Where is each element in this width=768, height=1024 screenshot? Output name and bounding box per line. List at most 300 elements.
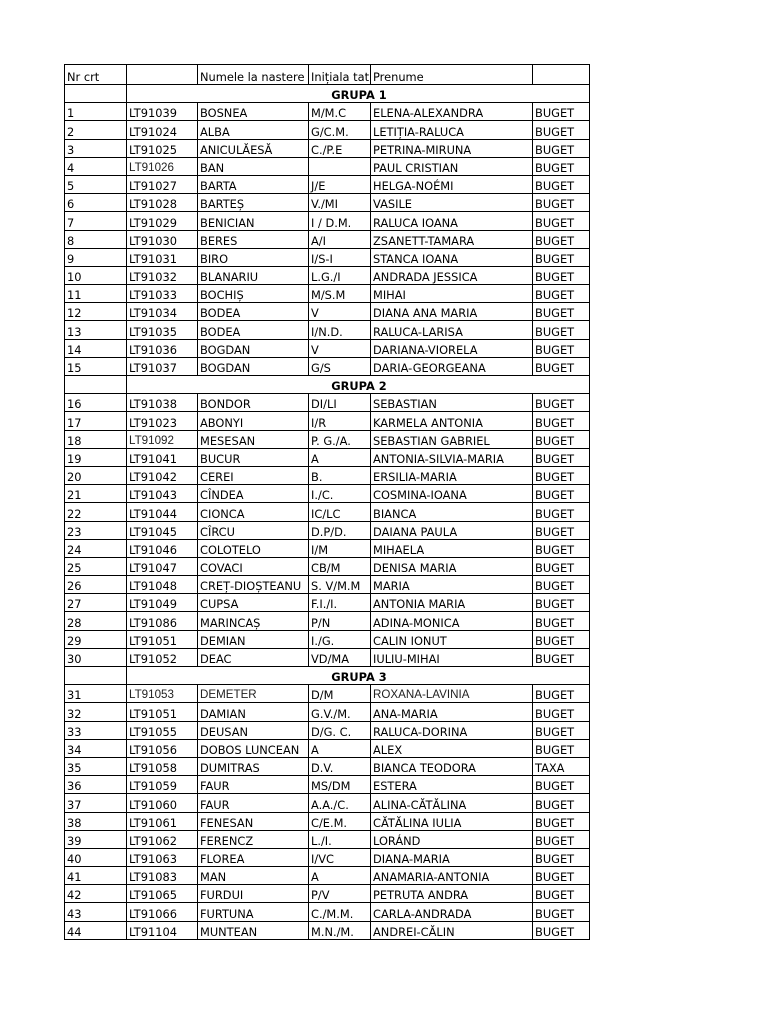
cell-initial: DI/LI: [309, 394, 371, 412]
group-blank-cell: [65, 85, 127, 103]
cell-surname: FAUR: [198, 776, 309, 794]
cell-surname: BLANARIU: [198, 266, 309, 284]
cell-surname: BODEA: [198, 303, 309, 321]
cell-status: BUGET: [533, 648, 590, 666]
cell-surname: BOGDAN: [198, 357, 309, 375]
table-row: [65, 230, 590, 248]
cell-initial: J/E: [309, 175, 371, 193]
cell-surname: CÎNDEA: [198, 485, 309, 503]
cell-first-name: RALUCA-DORINA: [371, 721, 533, 739]
cell-status: BUGET: [533, 103, 590, 121]
cell-nr: 26: [65, 576, 127, 594]
cell-surname: FLOREA: [198, 848, 309, 866]
cell-initial: V: [309, 339, 371, 357]
cell-surname: FURTUNA: [198, 903, 309, 921]
cell-code: LT91066: [127, 903, 198, 921]
cell-surname: FENESAN: [198, 812, 309, 830]
cell-surname: COVACI: [198, 557, 309, 575]
cell-code: LT91046: [127, 539, 198, 557]
cell-initial: I/M: [309, 539, 371, 557]
cell-first-name: LORÁND: [371, 830, 533, 848]
cell-status: BUGET: [533, 885, 590, 903]
cell-status: BUGET: [533, 812, 590, 830]
cell-code: LT91045: [127, 521, 198, 539]
table-row: [65, 157, 590, 175]
cell-surname: CIONCA: [198, 503, 309, 521]
cell-surname: ALBA: [198, 121, 309, 139]
cell-surname: BONDOR: [198, 394, 309, 412]
cell-nr: 9: [65, 248, 127, 266]
cell-code: LT91058: [127, 757, 198, 775]
cell-first-name: VASILE: [371, 194, 533, 212]
cell-surname: BARTA: [198, 175, 309, 193]
cell-initial: P/N: [309, 612, 371, 630]
cell-first-name: PAUL CRISTIAN: [371, 157, 533, 175]
cell-first-name: SEBASTIAN GABRIEL: [371, 430, 533, 448]
cell-code: LT91052: [127, 648, 198, 666]
cell-status: BUGET: [533, 248, 590, 266]
table-row: [65, 503, 590, 521]
cell-initial: A: [309, 448, 371, 466]
cell-status: BUGET: [533, 739, 590, 757]
table-row: [65, 539, 590, 557]
cell-status: BUGET: [533, 794, 590, 812]
table-row: [65, 212, 590, 230]
cell-nr: 35: [65, 757, 127, 775]
cell-first-name: RALUCA-LARISA: [371, 321, 533, 339]
cell-code: LT91051: [127, 703, 198, 721]
cell-first-name: PETRUTA ANDRA: [371, 885, 533, 903]
cell-surname: FURDUI: [198, 885, 309, 903]
table-row: [65, 175, 590, 193]
cell-initial: D.V.: [309, 757, 371, 775]
cell-initial: M/S.M: [309, 285, 371, 303]
cell-surname: BERES: [198, 230, 309, 248]
cell-code: LT91055: [127, 721, 198, 739]
cell-nr: 28: [65, 612, 127, 630]
cell-surname: BOGDAN: [198, 339, 309, 357]
cell-initial: CB/M: [309, 557, 371, 575]
table-row: [65, 121, 590, 139]
cell-code: LT91049: [127, 594, 198, 612]
header-surname: Numele la nastere: [198, 65, 309, 85]
cell-code: LT91059: [127, 776, 198, 794]
header-first-name: Prenume: [371, 65, 533, 85]
cell-code: LT91034: [127, 303, 198, 321]
cell-surname: FERENCZ: [198, 830, 309, 848]
cell-first-name: MARIA: [371, 576, 533, 594]
cell-nr: 4: [65, 157, 127, 175]
table-row: [65, 266, 590, 284]
cell-first-name: BIANCA TEODORA: [371, 757, 533, 775]
cell-first-name: DIANA ANA MARIA: [371, 303, 533, 321]
cell-nr: 37: [65, 794, 127, 812]
cell-surname: DOBOS LUNCEAN: [198, 739, 309, 757]
table-row: [65, 739, 590, 757]
cell-initial: L.G./I: [309, 266, 371, 284]
cell-first-name: DAIANA PAULA: [371, 521, 533, 539]
cell-code: LT91104: [127, 921, 198, 939]
table-row: [65, 285, 590, 303]
cell-code: LT91037: [127, 357, 198, 375]
cell-initial: [309, 157, 371, 175]
cell-initial: A: [309, 739, 371, 757]
cell-status: BUGET: [533, 466, 590, 484]
cell-nr: 29: [65, 630, 127, 648]
cell-code: LT91043: [127, 485, 198, 503]
cell-code: LT91061: [127, 812, 198, 830]
cell-initial: VD/MA: [309, 648, 371, 666]
cell-initial: M.N./M.: [309, 921, 371, 939]
cell-nr: 5: [65, 175, 127, 193]
table-row: [65, 903, 590, 921]
cell-surname: CREȚ-DIOȘTEANU: [198, 576, 309, 594]
cell-status: BUGET: [533, 685, 590, 703]
cell-code: LT91048: [127, 576, 198, 594]
cell-code: LT91023: [127, 412, 198, 430]
table-row: [65, 703, 590, 721]
cell-first-name: ADINA-MONICA: [371, 612, 533, 630]
cell-initial: IC/LC: [309, 503, 371, 521]
cell-initial: I/N.D.: [309, 321, 371, 339]
cell-status: BUGET: [533, 703, 590, 721]
cell-status: BUGET: [533, 194, 590, 212]
table-row: [65, 867, 590, 885]
cell-status: BUGET: [533, 848, 590, 866]
cell-surname: COLOTELO: [198, 539, 309, 557]
cell-initial: G/C.M.: [309, 121, 371, 139]
table-row: [65, 412, 590, 430]
cell-initial: I/VC: [309, 848, 371, 866]
cell-status: BUGET: [533, 212, 590, 230]
cell-surname: FAUR: [198, 794, 309, 812]
table-row: [65, 139, 590, 157]
cell-status: BUGET: [533, 830, 590, 848]
cell-surname: CUPSA: [198, 594, 309, 612]
cell-surname: MARINCAȘ: [198, 612, 309, 630]
cell-code: LT91044: [127, 503, 198, 521]
cell-code: LT91025: [127, 139, 198, 157]
table-row: [65, 448, 590, 466]
table-row: [65, 612, 590, 630]
cell-nr: 14: [65, 339, 127, 357]
cell-first-name: ANA-MARIA: [371, 703, 533, 721]
cell-surname: DEAC: [198, 648, 309, 666]
cell-initial: I/R: [309, 412, 371, 430]
cell-nr: 39: [65, 830, 127, 848]
cell-nr: 16: [65, 394, 127, 412]
cell-nr: 43: [65, 903, 127, 921]
cell-nr: 24: [65, 539, 127, 557]
cell-status: BUGET: [533, 139, 590, 157]
cell-first-name: CĂTĂLINA IULIA: [371, 812, 533, 830]
header-nr-crt: Nr crt: [65, 65, 127, 85]
cell-first-name: LETIȚIA-RALUCA: [371, 121, 533, 139]
table-row: [65, 885, 590, 903]
cell-initial: I./C.: [309, 485, 371, 503]
cell-code: LT91063: [127, 848, 198, 866]
cell-surname: BOSNEA: [198, 103, 309, 121]
cell-nr: 25: [65, 557, 127, 575]
table-row: [65, 576, 590, 594]
cell-nr: 12: [65, 303, 127, 321]
table-row: [65, 103, 590, 121]
cell-first-name: IULIU-MIHAI: [371, 648, 533, 666]
cell-status: BUGET: [533, 721, 590, 739]
table-row: [65, 721, 590, 739]
cell-status: BUGET: [533, 867, 590, 885]
cell-nr: 13: [65, 321, 127, 339]
cell-nr: 20: [65, 466, 127, 484]
cell-code: LT91024: [127, 121, 198, 139]
cell-status: BUGET: [533, 594, 590, 612]
cell-initial: D/G. C.: [309, 721, 371, 739]
cell-nr: 33: [65, 721, 127, 739]
cell-nr: 1: [65, 103, 127, 121]
cell-first-name: RALUCA IOANA: [371, 212, 533, 230]
cell-initial: A: [309, 867, 371, 885]
cell-surname: BODEA: [198, 321, 309, 339]
cell-surname: MAN: [198, 867, 309, 885]
table-row: [65, 812, 590, 830]
cell-nr: 27: [65, 594, 127, 612]
cell-first-name: ANTONIA-SILVIA-MARIA: [371, 448, 533, 466]
header-code: [127, 65, 198, 85]
cell-initial: MS/DM: [309, 776, 371, 794]
table-row: [65, 521, 590, 539]
table-row: [65, 921, 590, 939]
cell-surname: BOCHIȘ: [198, 285, 309, 303]
table-row: [65, 848, 590, 866]
cell-surname: ABONYI: [198, 412, 309, 430]
cell-code: LT91047: [127, 557, 198, 575]
cell-code: LT91065: [127, 885, 198, 903]
cell-nr: 6: [65, 194, 127, 212]
student-table: [64, 64, 590, 940]
cell-code: LT91035: [127, 321, 198, 339]
cell-surname: DEUSAN: [198, 721, 309, 739]
cell-status: BUGET: [533, 303, 590, 321]
cell-surname: MESESAN: [198, 430, 309, 448]
cell-code: LT91031: [127, 248, 198, 266]
cell-first-name: ERSILIA-MARIA: [371, 466, 533, 484]
table-row: [65, 794, 590, 812]
cell-initial: F.I./I.: [309, 594, 371, 612]
cell-first-name: ZSANETT-TAMARA: [371, 230, 533, 248]
cell-status: BUGET: [533, 903, 590, 921]
cell-nr: 2: [65, 121, 127, 139]
cell-nr: 44: [65, 921, 127, 939]
cell-initial: M/M.C: [309, 103, 371, 121]
group-label: GRUPA 3: [127, 667, 590, 685]
cell-code: LT91041: [127, 448, 198, 466]
cell-status: BUGET: [533, 557, 590, 575]
cell-status: BUGET: [533, 412, 590, 430]
table-row: [65, 339, 590, 357]
cell-initial: G/S: [309, 357, 371, 375]
table-row: [65, 776, 590, 794]
cell-code: LT91083: [127, 867, 198, 885]
cell-nr: 23: [65, 521, 127, 539]
cell-status: BUGET: [533, 285, 590, 303]
cell-first-name: SEBASTIAN: [371, 394, 533, 412]
cell-first-name: ESTERA: [371, 776, 533, 794]
cell-status: BUGET: [533, 576, 590, 594]
cell-code: LT91060: [127, 794, 198, 812]
cell-surname: ANICULĂESĂ: [198, 139, 309, 157]
cell-nr: 31: [65, 685, 127, 703]
cell-first-name: ROXANA-LAVINIA: [371, 685, 533, 703]
cell-nr: 32: [65, 703, 127, 721]
cell-nr: 15: [65, 357, 127, 375]
cell-code: LT91051: [127, 630, 198, 648]
cell-first-name: ALEX: [371, 739, 533, 757]
cell-first-name: COSMINA-IOANA: [371, 485, 533, 503]
cell-code: LT91027: [127, 175, 198, 193]
cell-surname: DEMIAN: [198, 630, 309, 648]
cell-status: BUGET: [533, 157, 590, 175]
cell-code: LT91042: [127, 466, 198, 484]
table-body: [65, 85, 590, 940]
cell-nr: 19: [65, 448, 127, 466]
cell-surname: CEREI: [198, 466, 309, 484]
cell-initial: C/E.M.: [309, 812, 371, 830]
table-row: [65, 357, 590, 375]
cell-nr: 7: [65, 212, 127, 230]
cell-nr: 30: [65, 648, 127, 666]
table-row: [65, 594, 590, 612]
cell-code: LT91092: [127, 430, 198, 448]
header-initial: Inițiala tat: [309, 65, 371, 85]
cell-status: BUGET: [533, 776, 590, 794]
student-list-sheet: [64, 64, 590, 940]
cell-status: BUGET: [533, 321, 590, 339]
cell-status: BUGET: [533, 266, 590, 284]
cell-surname: MUNTEAN: [198, 921, 309, 939]
cell-surname: DUMITRAS: [198, 757, 309, 775]
cell-first-name: MIHAI: [371, 285, 533, 303]
cell-status: BUGET: [533, 921, 590, 939]
table-row: [65, 485, 590, 503]
cell-surname: BARTEȘ: [198, 194, 309, 212]
cell-first-name: ALINA-CĂTĂLINA: [371, 794, 533, 812]
cell-code: LT91026: [127, 157, 198, 175]
group-row: [65, 667, 590, 685]
cell-initial: L./I.: [309, 830, 371, 848]
cell-nr: 22: [65, 503, 127, 521]
cell-first-name: HELGA-NOÉMI: [371, 175, 533, 193]
table-row: [65, 830, 590, 848]
table-row: [65, 303, 590, 321]
table-row: [65, 757, 590, 775]
cell-first-name: ANDREI-CĂLIN: [371, 921, 533, 939]
cell-initial: I./G.: [309, 630, 371, 648]
table-row: [65, 321, 590, 339]
cell-first-name: ANAMARIA-ANTONIA: [371, 867, 533, 885]
cell-code: LT91056: [127, 739, 198, 757]
cell-initial: D/M: [309, 685, 371, 703]
cell-nr: 10: [65, 266, 127, 284]
table-row: [65, 685, 590, 703]
table-row: [65, 394, 590, 412]
cell-status: BUGET: [533, 503, 590, 521]
cell-nr: 38: [65, 812, 127, 830]
cell-initial: P. G./A.: [309, 430, 371, 448]
cell-initial: I / D.M.: [309, 212, 371, 230]
cell-status: BUGET: [533, 230, 590, 248]
cell-surname: DEMETER: [198, 685, 309, 703]
cell-first-name: CARLA-ANDRADA: [371, 903, 533, 921]
cell-first-name: PETRINA-MIRUNA: [371, 139, 533, 157]
cell-code: LT91029: [127, 212, 198, 230]
cell-first-name: ANTONIA MARIA: [371, 594, 533, 612]
cell-initial: V./MI: [309, 194, 371, 212]
cell-status: BUGET: [533, 448, 590, 466]
cell-status: BUGET: [533, 612, 590, 630]
cell-status: BUGET: [533, 394, 590, 412]
cell-code: LT91086: [127, 612, 198, 630]
cell-code: LT91033: [127, 285, 198, 303]
cell-first-name: BIANCA: [371, 503, 533, 521]
cell-initial: S. V/M.M: [309, 576, 371, 594]
cell-surname: BUCUR: [198, 448, 309, 466]
cell-first-name: DARIA-GEORGEANA: [371, 357, 533, 375]
table-row: [65, 630, 590, 648]
cell-first-name: ANDRADA JESSICA: [371, 266, 533, 284]
table-row: [65, 466, 590, 484]
table-row: [65, 248, 590, 266]
cell-first-name: DIANA-MARIA: [371, 848, 533, 866]
cell-nr: 8: [65, 230, 127, 248]
cell-status: BUGET: [533, 357, 590, 375]
cell-status: BUGET: [533, 521, 590, 539]
cell-status: BUGET: [533, 339, 590, 357]
cell-surname: BAN: [198, 157, 309, 175]
cell-nr: 36: [65, 776, 127, 794]
group-label: GRUPA 1: [127, 85, 590, 103]
table-row: [65, 194, 590, 212]
cell-initial: B.: [309, 466, 371, 484]
cell-first-name: CALIN IONUT: [371, 630, 533, 648]
cell-first-name: DARIANA-VIORELA: [371, 339, 533, 357]
cell-nr: 18: [65, 430, 127, 448]
cell-status: TAXA: [533, 757, 590, 775]
cell-code: LT91028: [127, 194, 198, 212]
cell-first-name: MIHAELA: [371, 539, 533, 557]
cell-initial: P/V: [309, 885, 371, 903]
header-row: [65, 65, 590, 85]
cell-nr: 41: [65, 867, 127, 885]
cell-nr: 21: [65, 485, 127, 503]
cell-code: LT91032: [127, 266, 198, 284]
group-blank-cell: [65, 667, 127, 685]
group-label: GRUPA 2: [127, 376, 590, 394]
cell-initial: C./P.E: [309, 139, 371, 157]
cell-first-name: STANCA IOANA: [371, 248, 533, 266]
table-row: [65, 648, 590, 666]
cell-first-name: ELENA-ALEXANDRA: [371, 103, 533, 121]
cell-first-name: DENISA MARIA: [371, 557, 533, 575]
cell-initial: A.A./C.: [309, 794, 371, 812]
cell-status: BUGET: [533, 485, 590, 503]
cell-status: BUGET: [533, 630, 590, 648]
cell-surname: DAMIAN: [198, 703, 309, 721]
cell-code: LT91038: [127, 394, 198, 412]
cell-surname: CÎRCU: [198, 521, 309, 539]
cell-initial: V: [309, 303, 371, 321]
cell-code: LT91062: [127, 830, 198, 848]
cell-initial: D.P/D.: [309, 521, 371, 539]
